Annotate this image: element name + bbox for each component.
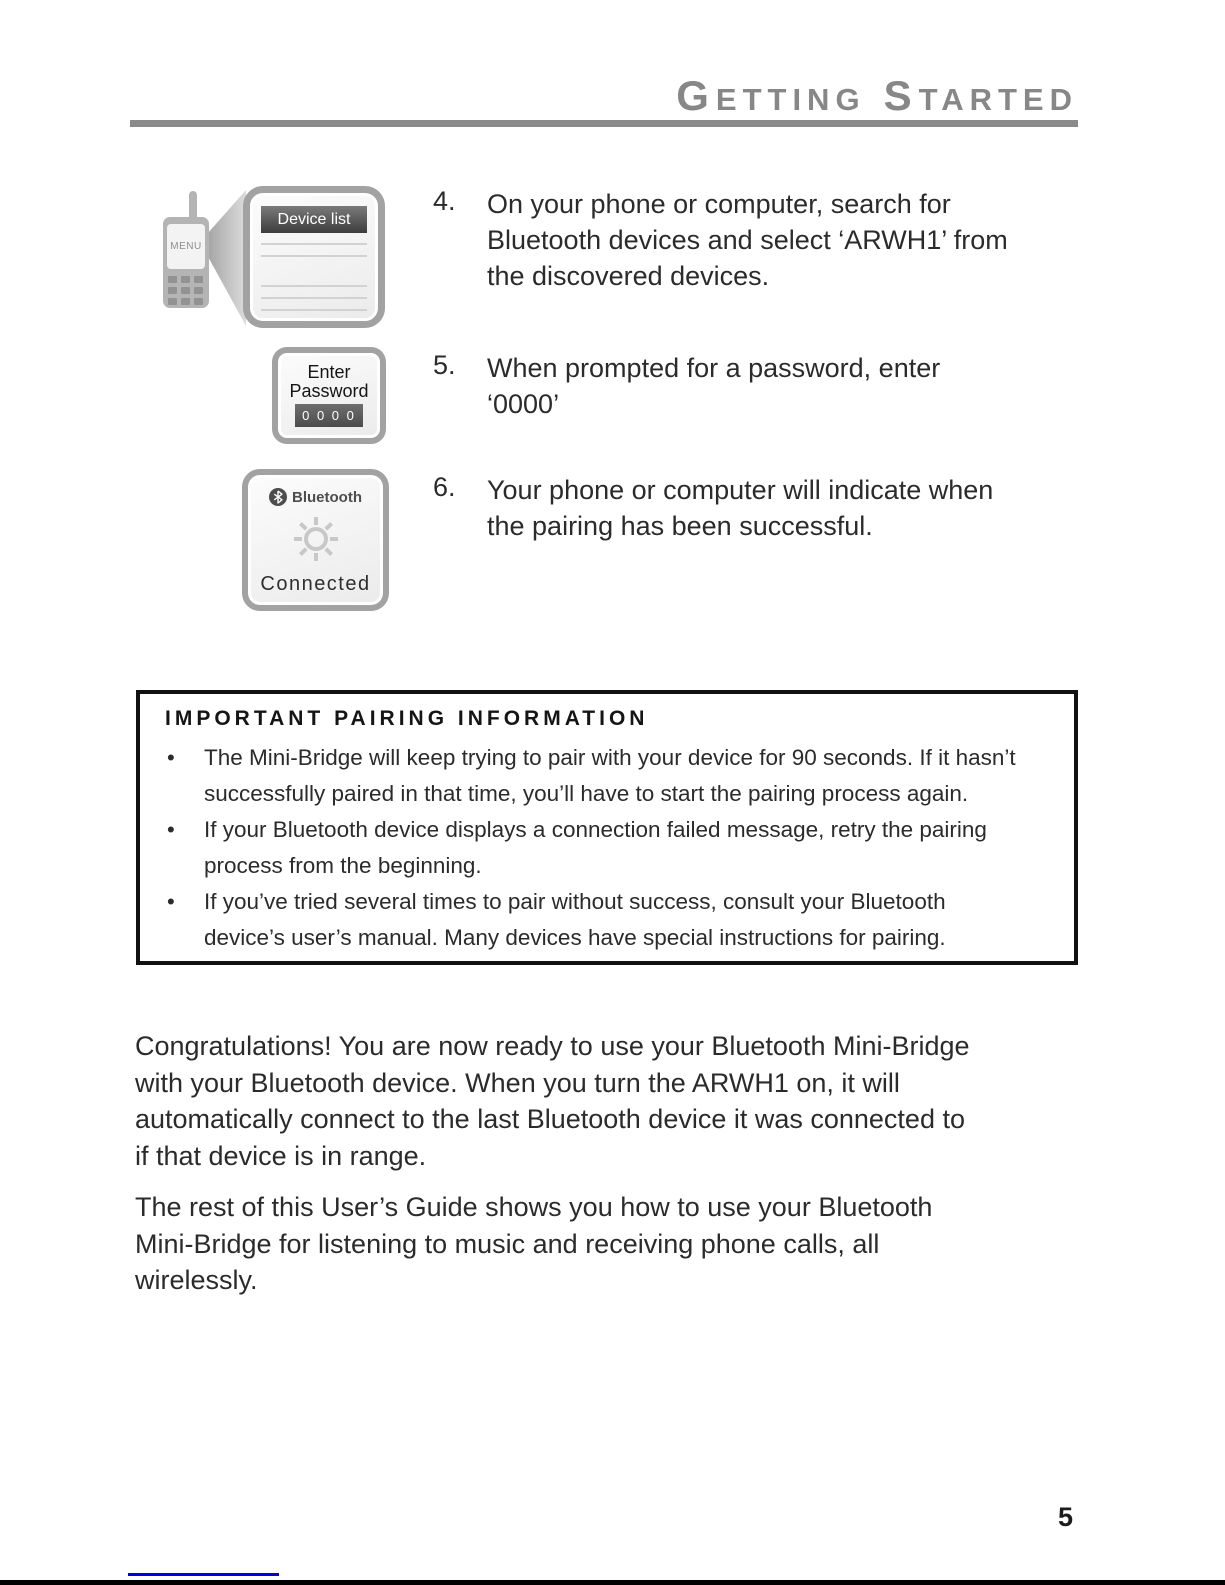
device-list-row-line [261, 297, 367, 299]
bluetooth-connected-popup [242, 469, 389, 611]
bluetooth-brand-row [248, 488, 383, 506]
bullet-line: successfully paired in that time, you’ll have to start the pairing process again. [204, 781, 969, 806]
paragraph-line: The rest of this User’s Guide shows you how to use your Bluetooth [135, 1192, 933, 1222]
paragraph-line: automatically connect to the last Bluetooth device it was connected to [135, 1104, 965, 1134]
bullet-line: device’s user’s manual. Many devices have special instructions for pairing. [204, 925, 946, 950]
device-list-row-line [261, 285, 367, 287]
header-divider [130, 120, 1078, 127]
password-digits-field: 0 0 0 0 [295, 404, 363, 427]
bullet-line: If your Bluetooth device displays a connection failed message, retry the pairing [204, 817, 987, 842]
note-bullet-list [167, 740, 1016, 956]
device-list-title: Device list [277, 210, 351, 228]
link-underline [128, 1573, 279, 1576]
bullet-marker: • [167, 889, 175, 914]
bullet-line: If you’ve tried several times to pair without success, consult your Bluetooth [204, 889, 946, 914]
device-list-row-line [261, 243, 367, 245]
page-title-cap: G [676, 72, 716, 119]
phone-menu-label: MENU [170, 241, 202, 252]
step-line: ‘0000’ [487, 389, 560, 419]
phone-antenna [189, 191, 197, 221]
page-bottom-edge [0, 1580, 1225, 1585]
step-text [487, 350, 940, 422]
connected-status-label: Connected [260, 573, 371, 595]
device-list-titlebar [261, 206, 367, 233]
step-number: 5. [433, 350, 456, 380]
blinking-sun-icon [285, 508, 347, 575]
phone-keypad [168, 276, 204, 305]
step-text [487, 186, 1008, 294]
step-line: Your phone or computer will indicate when [487, 475, 994, 505]
page-title [676, 72, 1078, 120]
step-line: the discovered devices. [487, 261, 770, 291]
bullet-line: process from the beginning. [204, 853, 482, 878]
list-item [167, 884, 1016, 956]
paragraph-line: with your Bluetooth device. When you turn the ARWH1 on, it will [135, 1067, 900, 1098]
paragraph-line: if that device is in range. [135, 1140, 427, 1171]
enter-password-popup [272, 347, 386, 444]
bluetooth-icon [269, 488, 287, 506]
list-item [167, 812, 1016, 884]
list-item [167, 740, 1016, 812]
step-text [487, 472, 993, 544]
step-line: Bluetooth devices and select ‘ARWH1’ from [487, 225, 1008, 255]
page-title-rest: ETTING [715, 82, 866, 117]
paragraph-line: Mini-Bridge for listening to music and receiving phone calls, all [135, 1228, 880, 1259]
bullet-line: The Mini-Bridge will keep trying to pair with your device for 90 seconds. If it hasn’t [204, 745, 1016, 770]
note-heading: IMPORTANT PAIRING INFORMATION [165, 707, 649, 730]
page-title-cap2: S [883, 72, 919, 119]
step-line: When prompted for a password, enter [487, 353, 941, 383]
device-list-popup [243, 186, 385, 328]
page-number: 5 [1058, 1502, 1076, 1532]
step-line: the pairing has been successful. [487, 511, 873, 541]
paragraph-line: Congratulations! You are now ready to use your Bluetooth Mini-Bridge [135, 1031, 970, 1061]
important-pairing-info-box [136, 690, 1078, 965]
guide-overview-paragraph [135, 1189, 932, 1299]
device-list-row-line [261, 255, 367, 257]
device-list-row-line [261, 309, 367, 311]
page-title-rest2: TARTED [918, 82, 1078, 117]
congratulations-paragraph [135, 1028, 970, 1174]
paragraph-line: wirelessly. [135, 1265, 258, 1295]
enter-password-label: Enter Password [289, 362, 369, 401]
phone-screen [167, 224, 205, 269]
step-line: On your phone or computer, search for [487, 189, 951, 219]
bullet-marker: • [167, 745, 175, 770]
step-number: 6. [433, 472, 456, 502]
phone-icon [163, 217, 209, 308]
step-number: 4. [433, 186, 456, 216]
bullet-marker: • [167, 817, 175, 842]
bluetooth-label: Bluetooth [292, 488, 362, 506]
